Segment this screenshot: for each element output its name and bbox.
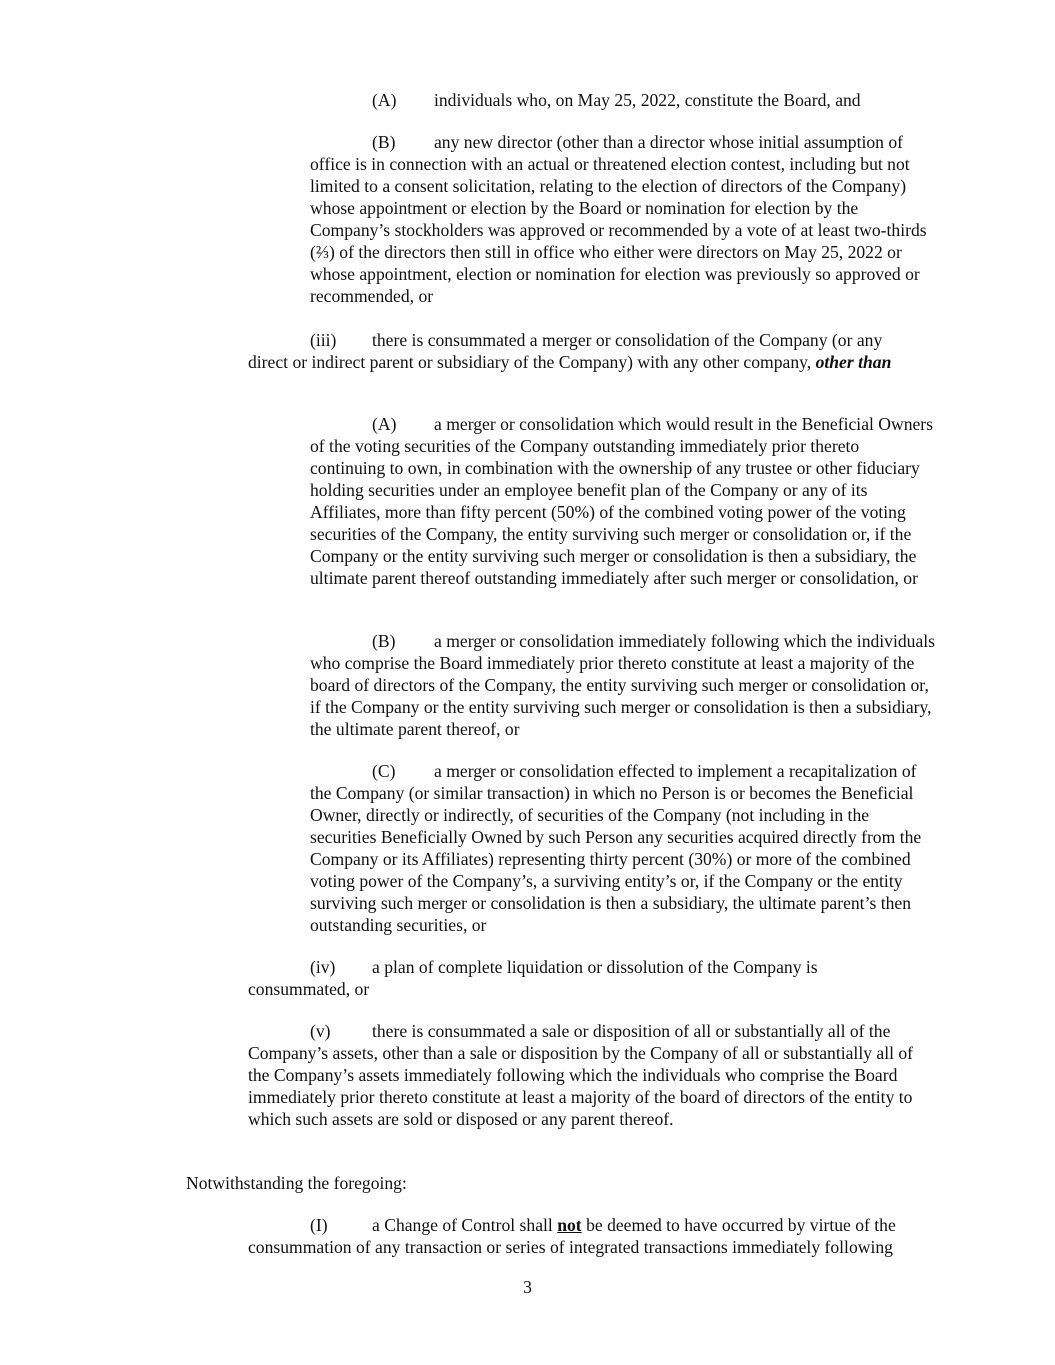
paragraph-marker: (C) — [372, 761, 396, 781]
paragraph-notwithstanding — [186, 1172, 926, 1194]
paragraph-text: any new director (other than a director whose initial assumption of office is in connection with an actual or threatened election contest, including but not limited to a consent solicitation, relating to the election of directors of the Company) whose appointment or election by the Board or nomination for election by the Company’s stockholders was approved or recommended by a vote of at least two-thirds (⅔) of the directors then still in office who either were directors on May 25, 2022 or whose appointment, election or nomination for election was previously so approved or recommended, or — [310, 132, 927, 306]
paragraph-marker: (iv) — [310, 957, 336, 977]
paragraph-B-board-majority — [310, 630, 935, 740]
paragraph-A-individuals — [310, 89, 935, 111]
paragraph-text-continued: be deemed to have occurred by virtue of the consummation of any transaction or series of integrated transactions immediately following — [248, 1215, 896, 1257]
paragraph-text: a merger or consolidation which would result in the Beneficial Owners of the voting securities of the Company outstanding immediately prior thereto continuing to own, in combination with the ownership of any trustee or other fiduciary holding securities under an employee benefit plan of the Company or any of its Affiliates, more than fifty percent (50%) of the combined voting power of the voting securities of the Company, the entity surviving such merger or consolidation or, if the Company or the entity surviving such merger or consolidation is then a subsidiary, the ultimate parent thereof outstanding immediately after such merger or consolidation, or — [310, 414, 934, 588]
paragraph-marker: (I) — [310, 1215, 328, 1235]
paragraph-marker: (B) — [372, 631, 396, 651]
paragraph-text: there is consummated a sale or disposition of all or substantially all of the Company’s assets, other than a sale or disposition by the Company of all or substantially all of the Company’s assets immediately following which the individuals who comprise the Board immediately prior thereto constitute at least a majority of the board of directors of the entity to which such assets are sold or disposed or any parent thereof. — [248, 1021, 914, 1129]
paragraph-text: individuals who, on May 25, 2022, constitute the Board, and — [434, 90, 861, 110]
paragraph-text: Notwithstanding the foregoing: — [186, 1173, 407, 1193]
paragraph-text: a merger or consolidation immediately following which the individuals who comprise the Board immediately prior thereto constitute at least a majority of the board of directors of the Company, the entity surviving such merger or consolidation or, if the Company or the entity surviving such merger or consolidation is then a subsidiary, the ultimate parent thereof, or — [310, 631, 935, 739]
paragraph-marker: (A) — [372, 414, 397, 434]
paragraph-text: a plan of complete liquidation or dissolution of the Company is consummated, or — [248, 957, 818, 999]
paragraph-marker: (A) — [372, 90, 397, 110]
paragraph-marker: (B) — [372, 132, 396, 152]
paragraph-B-new-director — [310, 131, 935, 307]
paragraph-text: a merger or consolidation effected to implement a recapitalization of the Company (or similar transaction) in which no Person is or becomes the Beneficial Owner, directly or indirectly, of securities of the Company (not including in the securities Beneficially Owned by such Person any securities acquired directly from the Company or its Affiliates) representing thirty percent (30%) or more of the combined voting power of the Company’s, a surviving entity’s or, if the Company or the entity surviving such merger or consolidation is then a subsidiary, the ultimate parent’s then outstanding securities, or — [310, 761, 922, 935]
paragraph-iv-liquidation — [248, 956, 920, 1000]
paragraph-text: a Change of Control shall — [372, 1215, 553, 1235]
paragraph-A-beneficial-owners — [310, 413, 935, 589]
paragraph-I-change-of-control — [248, 1214, 920, 1258]
page-number: 3 — [523, 1277, 532, 1297]
paragraph-text: there is consummated a merger or consolidation of the Company (or any direct or indirect parent or subsidiary of the Company) with any other company, — [248, 330, 883, 372]
paragraph-marker: (iii) — [310, 330, 337, 350]
paragraph-marker: (v) — [310, 1021, 331, 1041]
paragraph-C-recapitalization — [310, 760, 935, 936]
paragraph-emphasis: other than — [815, 352, 892, 372]
paragraph-iii-merger — [248, 329, 920, 373]
paragraph-v-asset-sale — [248, 1020, 920, 1130]
paragraph-emphasis: not — [557, 1215, 582, 1235]
